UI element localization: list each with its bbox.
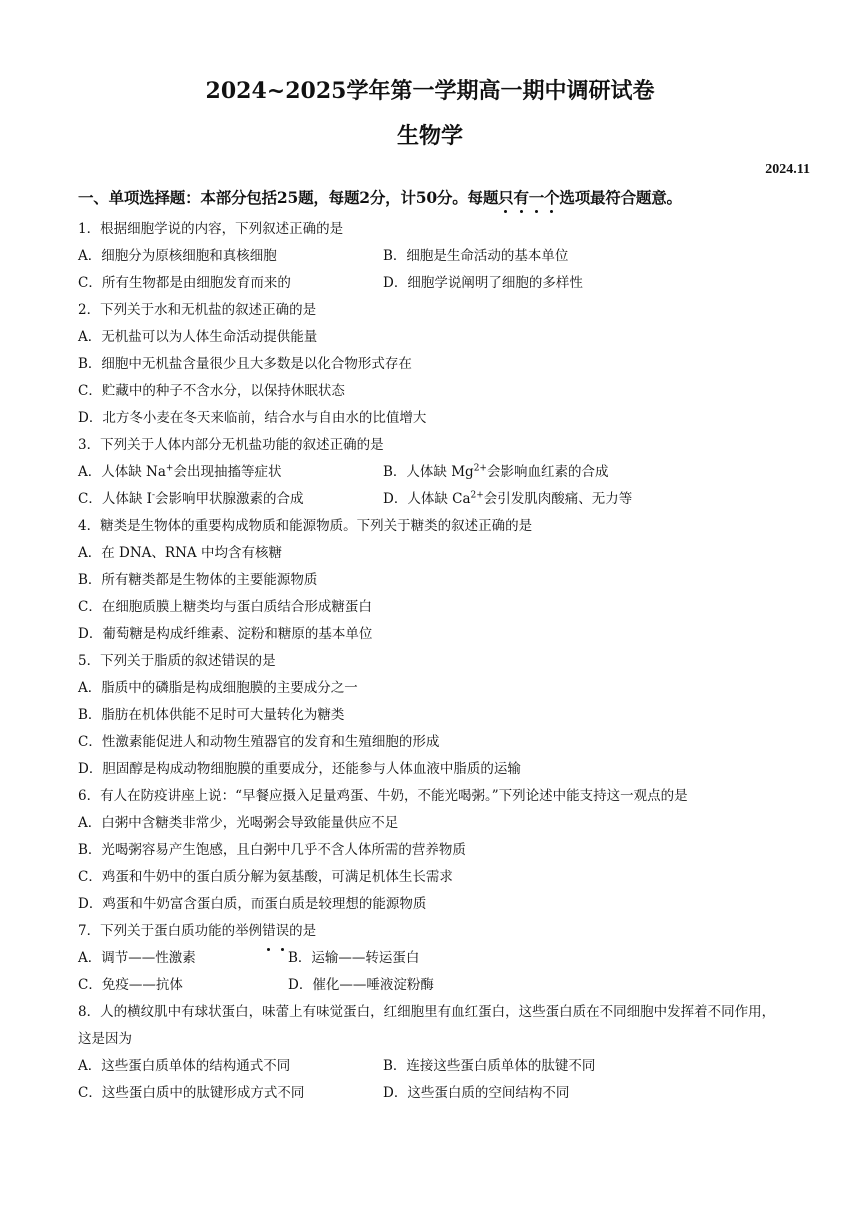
option-d: D．鸡蛋和牛奶富含蛋白质，而蛋白质是较理想的能源物质 — [78, 896, 427, 912]
option-c: C．性激素能促进人和动物生殖器官的发育和生殖细胞的形成 — [78, 734, 440, 750]
option-d: D．这些蛋白质的空间结构不同 — [383, 1085, 570, 1101]
option-b: B．细胞中无机盐含量很少且大多数是以化合物形式存在 — [78, 356, 412, 372]
option-d-text: 会引发肌肉酸痛、无力等 — [483, 491, 633, 507]
emphasis-char: 一 — [528, 188, 545, 207]
option-row — [78, 270, 788, 297]
exam-title: 2024~2025学年第一学期高一期中调研试卷 — [205, 78, 655, 104]
ion-charge: 2+ — [470, 490, 484, 501]
stem-text: 7．下列关于蛋白质功能的举例 — [78, 923, 263, 939]
option-a: A．这些蛋白质单体的结构通式不同 — [78, 1058, 291, 1074]
option-a: A．脂质中的磷脂是构成细胞膜的主要成分之一 — [78, 680, 358, 696]
option-row — [78, 945, 788, 972]
option-d — [383, 486, 632, 513]
option-d: D．催化——唾液淀粉酶 — [288, 977, 434, 993]
question-stem: 1．根据细胞学说的内容，下列叙述正确的是 — [78, 221, 344, 237]
emphasis-char: 只 — [498, 188, 514, 207]
option-d: D．北方冬小麦在冬天来临前，结合水与自由水的比值增大 — [78, 410, 427, 426]
option-c: C．免疫——抗体 — [78, 977, 183, 993]
question-stem: 3．下列关于人体内部分无机盐功能的叙述正确的是 — [78, 437, 384, 453]
emphasis-char: 个 — [544, 188, 560, 207]
emphasis-char: 错 — [262, 918, 276, 945]
question-list — [78, 216, 788, 1107]
option-b-text: B．人体缺 Mg — [383, 464, 474, 480]
option-a: A．白粥中含糖类非常少，光喝粥会导致能量供应不足 — [78, 815, 399, 831]
question-stem: 2．下列关于水和无机盐的叙述正确的是 — [78, 302, 317, 318]
question-stem: 5．下列关于脂质的叙述错误的是 — [78, 653, 276, 669]
option-b: B．连接这些蛋白质单体的肽键不同 — [383, 1058, 596, 1074]
option-b: B．所有糖类都是生物体的主要能源物质 — [78, 572, 318, 588]
question-stem: 6．有人在防疫讲座上说：“早餐应摄入足量鸡蛋、牛奶，不能光喝粥。”下列论述中能支持这一观点的是 — [78, 788, 688, 804]
option-row — [78, 486, 788, 513]
question-stem: 4．糖类是生物体的重要构成物质和能源物质。下列关于糖类的叙述正确的是 — [78, 518, 533, 534]
option-d: D．胆固醇是构成动物细胞膜的重要成分，还能参与人体血液中脂质的运输 — [78, 761, 521, 777]
subject-title: 生物学 — [396, 123, 463, 149]
stem-text: 的是 — [289, 923, 317, 939]
option-c: C．在细胞质膜上糖类均与蛋白质结合形成糖蛋白 — [78, 599, 372, 615]
question-stem — [78, 918, 788, 945]
option-b-text: 会影响血红素的合成 — [486, 464, 609, 480]
option-a: A．在 DNA、RNA 中均含有核糖 — [78, 545, 282, 561]
ion-charge: 2+ — [473, 463, 487, 474]
option-row — [78, 243, 788, 270]
option-a-text: A．人体缺 Na — [78, 464, 166, 480]
option-c-text: 会影响甲状腺激素的合成 — [155, 491, 304, 507]
option-c — [78, 486, 383, 513]
exam-date: 2024.11 — [765, 162, 810, 177]
option-b: B．脂肪在机体供能不足时可大量转化为糖类 — [78, 707, 345, 723]
option-c-text: C．人体缺 I — [78, 491, 152, 507]
option-row — [78, 459, 788, 486]
section-heading — [78, 186, 798, 208]
emphasis-char: 误 — [276, 918, 290, 945]
option-a: A．调节——性激素 — [78, 950, 196, 966]
option-a — [78, 459, 383, 486]
option-b: B．光喝粥容易产生饱感，且白粥中几乎不含人体所需的营养物质 — [78, 842, 466, 858]
option-c: C．所有生物都是由细胞发育而来的 — [78, 275, 291, 291]
option-b: B．细胞是生命活动的基本单位 — [383, 248, 569, 264]
section-text-before: 一、单项选择题：本部分包括25题，每题2分，计50分。每题 — [78, 188, 499, 207]
option-c: C．贮藏中的种子不含水分，以保持休眠状态 — [78, 383, 345, 399]
section-text-after: 选项最符合题意。 — [559, 188, 682, 207]
option-d-text: D．人体缺 Ca — [383, 491, 471, 507]
option-c: C．鸡蛋和牛奶中的蛋白质分解为氨基酸，可满足机体生长需求 — [78, 869, 453, 885]
option-row — [78, 1053, 788, 1080]
option-d: D．细胞学说阐明了细胞的多样性 — [383, 275, 583, 291]
option-a: A．细胞分为原核细胞和真核细胞 — [78, 248, 277, 264]
option-row — [78, 972, 788, 999]
option-c: C．这些蛋白质中的肽键形成方式不同 — [78, 1085, 305, 1101]
option-d: D．葡萄糖是构成纤维素、淀粉和糖原的基本单位 — [78, 626, 373, 642]
ion-charge: - — [151, 490, 156, 501]
option-a: A．无机盐可以为人体生命活动提供能量 — [78, 329, 318, 345]
ion-charge: + — [165, 463, 174, 474]
question-stem: 8．人的横纹肌中有球状蛋白，味蕾上有味觉蛋白，红细胞里有血红蛋白，这些蛋白质在不同细胞中发挥着不同作用，这是因为 — [78, 1004, 776, 1047]
option-row — [78, 1080, 788, 1107]
emphasis-char: 有 — [513, 188, 529, 207]
option-b — [383, 459, 608, 486]
option-a-text: 会出现抽搐等症状 — [173, 464, 282, 480]
option-b: B．运输——转运蛋白 — [288, 950, 420, 966]
